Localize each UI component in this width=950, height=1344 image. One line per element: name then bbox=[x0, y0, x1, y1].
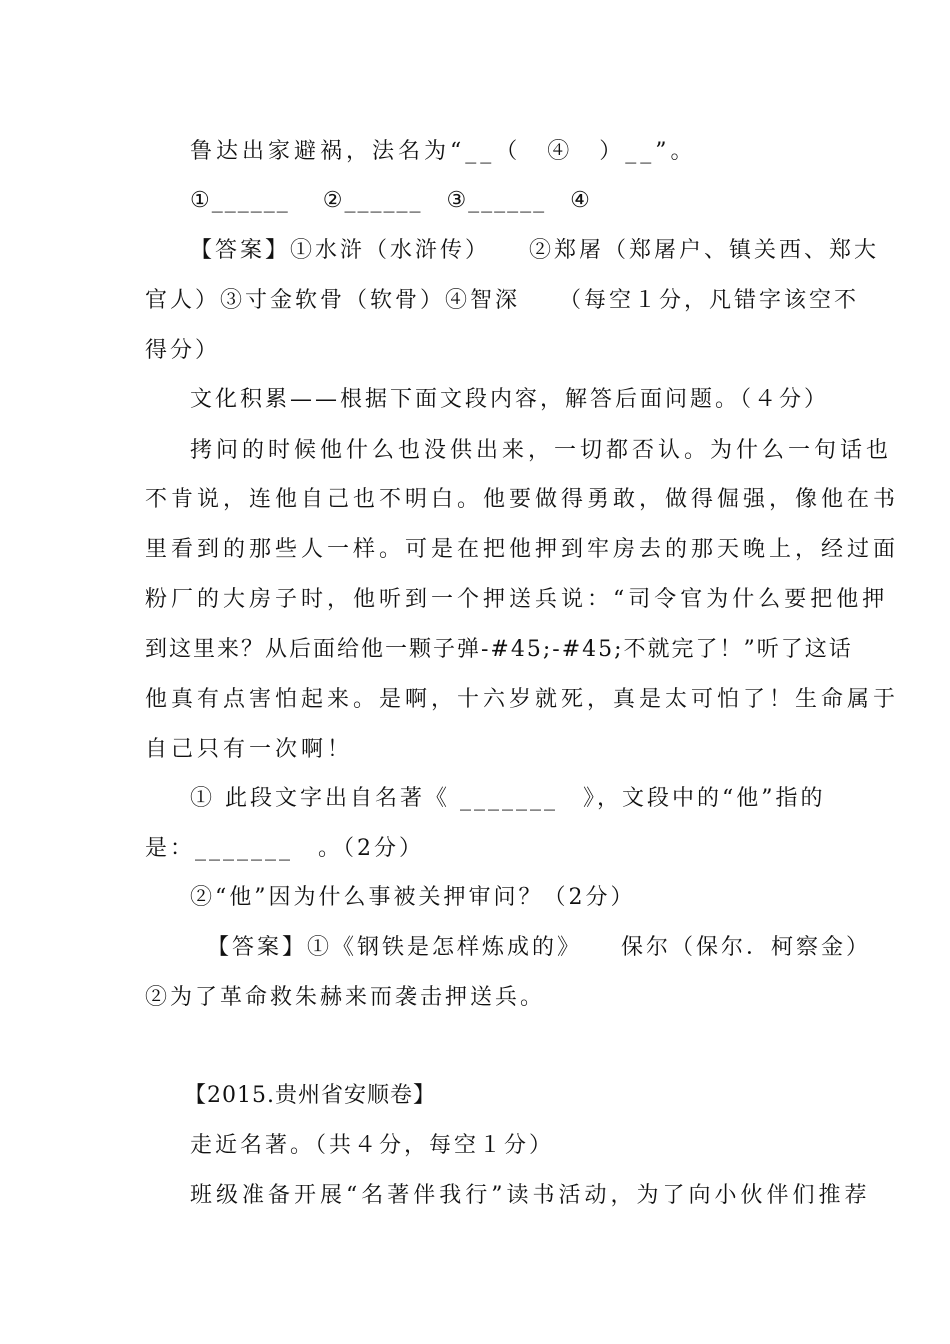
question-1-line-1: ① 此段文字出自名著《 _______ 》，文段中的“他”指的 bbox=[190, 786, 826, 811]
passage-line-3: 里看到的那些人一样。可是在把他押到牢房去的那天晚上，经过面 bbox=[145, 537, 900, 562]
intro-line: 班级准备开展“名著伴我行”读书活动，为了向小伙伴们推荐 bbox=[190, 1183, 871, 1208]
section-heading: 文化积累——根据下面文段内容，解答后面问题。（４分） bbox=[190, 387, 830, 412]
answer-line-1: 【答案】①水浒（水浒传） ②郑屠（郑屠户、镇关西、郑大 bbox=[190, 238, 880, 263]
answer-line-2: 官人）③寸金软骨（软骨）④智深 （每空１分，凡错字该空不 bbox=[145, 288, 860, 313]
passage-line-4: 粉厂的大房子时，他听到一个押送兵说：“司令官为什么要把他押 bbox=[145, 587, 889, 612]
source-heading: 【2015.贵州省安顺卷】 bbox=[184, 1083, 436, 1108]
passage-line-5: 到这里来？从后面给他一颗子弹-#45;-#45;不就完了！”听了这话 bbox=[145, 637, 853, 662]
question-2: ②“他”因为什么事被关押审问？（2分） bbox=[190, 885, 636, 910]
answer-line-3: 得分） bbox=[145, 338, 221, 363]
blank-list-line: ①______ ②______ ③______ ④ bbox=[190, 188, 592, 213]
question-1-line-2: 是：_______ 。（2分） bbox=[145, 836, 424, 861]
section-title: 走近名著。（共４分，每空１分） bbox=[190, 1133, 555, 1158]
passage-line-2: 不肯说，连他自己也不明白。他要做得勇敢，做得倔强，像他在书 bbox=[145, 487, 900, 512]
text-line-1: 鲁达出家避祸，法名为“__（ ④ ）__”。 bbox=[190, 139, 697, 164]
passage-line-1: 拷问的时候他什么也没供出来，一切都否认。为什么一句话也 bbox=[190, 438, 893, 463]
passage-line-7: 自己只有一次啊！ bbox=[145, 737, 354, 762]
passage-line-6: 他真有点害怕起来。是啊，十六岁就死，真是太可怕了！生命属于 bbox=[145, 687, 900, 712]
answer-line-5: ②为了革命救朱赫来而袭击押送兵。 bbox=[145, 985, 546, 1010]
answer-line-4: 【答案】①《钢铁是怎样炼成的》 保尔（保尔．柯察金） bbox=[207, 935, 872, 960]
